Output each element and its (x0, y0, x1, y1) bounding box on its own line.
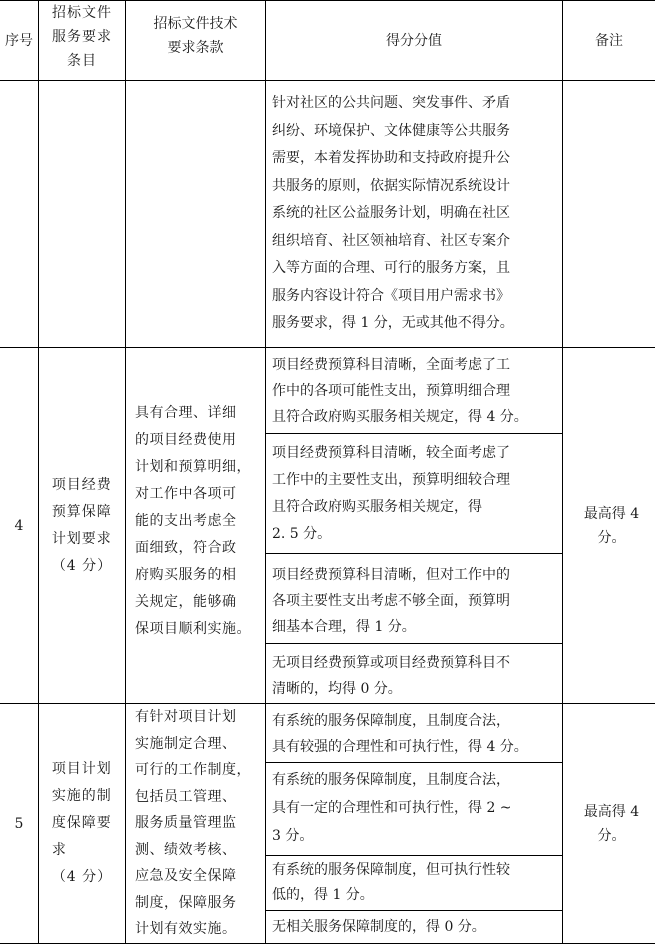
header-score: 得分分值 (386, 32, 442, 49)
score-divider (265, 433, 562, 434)
score-text: 无相关服务保障制度的，得 0 分。 (272, 919, 486, 935)
note-text: 最高得 4 分。 (583, 803, 640, 844)
service-item: 项目计划 实施的制 度保障要 求 （4 分） (51, 761, 113, 885)
score-divider (265, 762, 562, 763)
score-text: 项目经费预算科目清晰，较全面考虑了 工作中的主要性支出，预算明细较合理 且符合政府购买服务相关规定，得 2. 5 分。 (272, 445, 510, 542)
header-note: 备注 (595, 32, 623, 49)
score-text: 无项目经费预算或项目经费预算科目不 清晰的，均得 0 分。 (272, 655, 510, 697)
note-text: 最高得 4 分。 (583, 505, 640, 546)
column-divider (562, 0, 563, 944)
score-text: 项目经费预算科目清晰，全面考虑了工 作中的各项可能性支出，预算明细合理 且符合政府购买服务相关规定，得 4 分。 (272, 357, 528, 425)
score-divider (265, 910, 562, 911)
score-text: 有系统的服务保障制度，且制度合法， 具有较强的合理性和可执行性，得 4 分。 (272, 713, 528, 755)
clause-text: 有针对项目计划 实施制定合理、 可行的工作制度， 包括员工管理、 服务质量管理监 测、绩效考核、 应急及安全保障 制度，保障服务 计划有效实施。 (135, 709, 251, 937)
score-divider (265, 855, 562, 856)
score-divider (265, 553, 562, 554)
table-bottom-border (0, 943, 655, 944)
header-bottom-border (0, 80, 655, 81)
score-text: 有系统的服务保障制度，但可执行性较 低的，得 1 分。 (272, 862, 510, 903)
header-no: 序号 (5, 32, 33, 49)
header-clause: 招标文件技术 要求条款 (153, 16, 238, 56)
column-divider (265, 0, 266, 944)
row-number: 5 (14, 815, 24, 832)
column-divider (125, 0, 126, 944)
row-number: 4 (14, 517, 24, 534)
service-item: 项目经费 预算保障 计划要求 （4 分） (51, 476, 113, 574)
header-item: 招标文件 服务要求 条目 (52, 5, 112, 69)
clause-text: 具有合理、详细 的项目经费使用 计划和预算明细， 对工作中各项可 能的支出考虑全 面细致，符合政 府购买服务的相 关规定，能够确 保项目顺利实施。 (135, 405, 251, 637)
score-text: 有系统的服务保障制度，且制度合法， 具有一定的合理性和可执行性，得 2 ~ 3 分。 (272, 772, 512, 844)
score-text: 针对社区的公共问题、突发事件、矛盾 纠纷、环境保护、文体健康等公共服务 需要，本着发挥协助和支持政府提升公 共服务的原则，依据实际情况系统设计 系统的社区公益服务计划，明确在社区 组织培育、社区领袖培育、社区专案介 入等方面的合理、可行的服务方案，且 服务内容设计符合《项目用户需求书》 服务要求，得 1 分，无或其他不得分。 (272, 95, 514, 331)
score-text: 项目经费预算科目清晰，但对工作中的 各项主要性支出考虑不够全面，预算明 细基本合理，得 1 分。 (272, 567, 510, 635)
column-divider (38, 0, 39, 944)
score-divider (265, 643, 562, 644)
